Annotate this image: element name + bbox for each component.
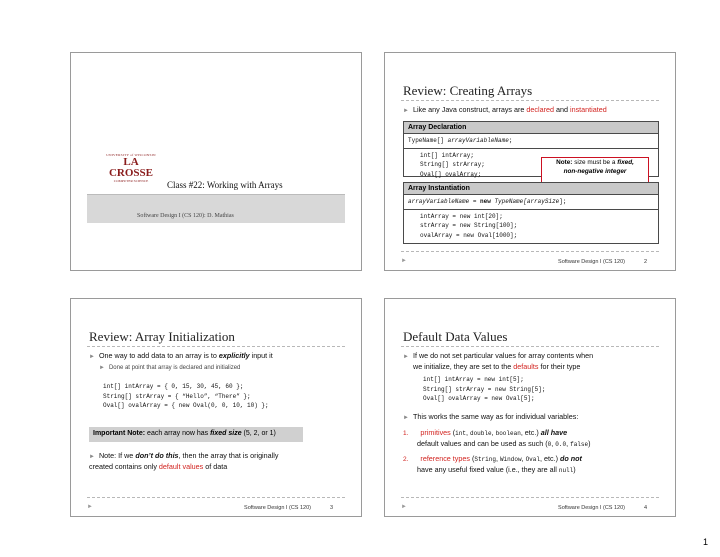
logo-top-text: UNIVERSITY of WISCONSIN xyxy=(106,153,156,157)
triangle-bullet-icon: ► xyxy=(89,354,95,360)
footer-divider xyxy=(401,251,659,252)
footer-divider xyxy=(401,497,659,498)
triangle-icon: ► xyxy=(87,504,93,510)
title-divider xyxy=(401,346,659,347)
note-callout: Note: size must be a fixed, non-negative integer xyxy=(541,157,649,183)
footer-text: Software Design I (CS 120) xyxy=(244,505,311,511)
sub-bullet: ► Done at point that array is declared and initialized xyxy=(99,365,241,371)
slide-number: 2 xyxy=(643,259,647,265)
footer-divider xyxy=(87,497,345,498)
triangle-bullet-icon: ► xyxy=(403,354,409,360)
slide-3 xyxy=(70,298,362,517)
important-note: Important Note: each array now has fixed size (5, 2, or 1) xyxy=(89,427,303,442)
default-values-code: int[] intArray = new int[5]; String[] strArray = new String[5]; Oval[] ovalArray = new Oval[5]; xyxy=(423,376,546,402)
triangle-bullet-icon: ► xyxy=(89,454,95,460)
logo-main-text: LA CROSSE xyxy=(108,156,154,179)
numbered-item-2: 2. reference types (String, Window, Oval, etc.) do not have any useful fixed value (i.e., they are all null) xyxy=(403,454,582,474)
bullet: ► If we do not set particular values for array contents when we initialize, they are set to the defaults for their type xyxy=(403,351,594,371)
initialization-code: int[] intArray = { 0, 15, 30, 45, 60 }; String[] strArray = { “Hello”, “There” }; Oval[] ovalArray = { new Oval(0, 0, 10, 10) }; xyxy=(103,383,269,409)
logo-bottom-text: COMPUTER SCIENCE xyxy=(113,179,149,183)
instantiation-syntax: arrayVariableName = new TypeName[arraySize]; xyxy=(404,195,658,210)
bullet: ► One way to add data to an array is to explicitly input it xyxy=(89,351,273,360)
title-divider xyxy=(401,100,659,101)
triangle-bullet-icon: ► xyxy=(403,415,409,421)
box-heading: Array Instantiation xyxy=(404,183,658,195)
instantiation-code: intArray = new int[20]; strArray = new String[100]; ovalArray = new Oval[1000]; xyxy=(420,212,518,239)
university-logo xyxy=(101,153,161,183)
slide-title: Review: Array Initialization xyxy=(89,329,235,344)
bullet: ► This works the same way as for individual variables: xyxy=(403,412,579,421)
footer-text: Software Design I (CS 120) xyxy=(558,505,625,511)
footer-text: Software Design I (CS 120) xyxy=(558,259,625,265)
numbered-item-1: 1. primitives (int, double, boolean, etc.) all have default values and can be used as such (0, 0.0, false) xyxy=(403,428,591,448)
declaration-code: int[] intArray; String[] strArray; Oval[] ovalArray; xyxy=(420,151,485,178)
slide-footer xyxy=(401,504,659,514)
array-instantiation-box xyxy=(403,182,659,244)
triangle-bullet-icon: ► xyxy=(99,365,105,371)
slide-footer xyxy=(87,504,345,514)
slide-number: 3 xyxy=(329,505,333,511)
triangle-icon: ► xyxy=(401,258,407,264)
slide-4 xyxy=(384,298,676,517)
slide-2 xyxy=(384,52,676,271)
slide-footer xyxy=(401,258,659,268)
page-number: 1 xyxy=(702,537,708,547)
slide-title: Default Data Values xyxy=(403,329,508,344)
slide-1 xyxy=(70,52,362,271)
slide-subtitle: Software Design I (CS 120): D. Mathias xyxy=(137,213,234,219)
bullet: ► Note: If we don’t do this, then the array that is originally created contains only default values of data xyxy=(89,451,279,471)
title-divider xyxy=(87,346,345,347)
bullet: ► Like any Java construct, arrays are declared and instantiated xyxy=(403,105,607,114)
slide-number: 4 xyxy=(643,505,647,511)
slide-title: Class #22: Working with Arrays xyxy=(167,180,283,190)
declaration-syntax: TypeName[] arrayVariableName; xyxy=(404,134,658,149)
box-heading: Array Declaration xyxy=(404,122,658,134)
slide-title: Review: Creating Arrays xyxy=(403,83,533,98)
triangle-icon: ► xyxy=(401,504,407,510)
triangle-bullet-icon: ► xyxy=(403,108,409,114)
